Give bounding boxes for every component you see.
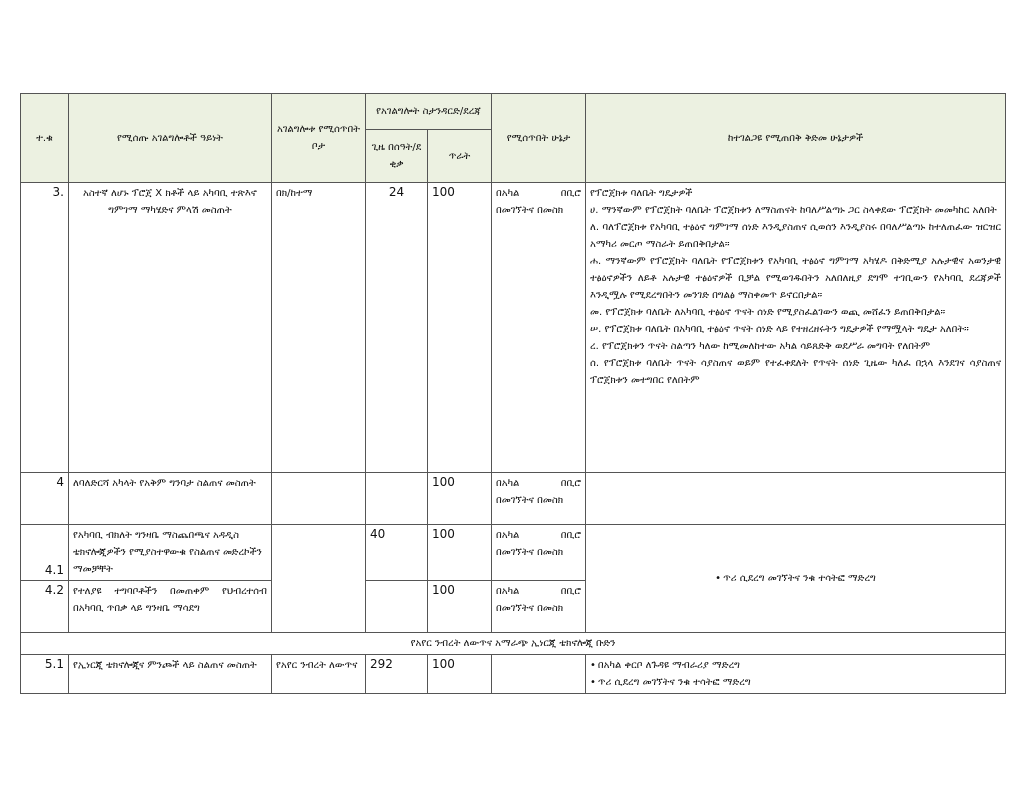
service-quality: 100: [428, 655, 492, 694]
header-no: ተ.ቁ: [21, 94, 69, 183]
service-place: የአየር ንብረት ለውጥና: [272, 655, 366, 694]
table-row: [21, 183, 1006, 473]
header-service-place: አገልግሎቱ የሚሰጥበት ቦታ: [272, 94, 366, 183]
prerequisite-item: ረ. የፕሮጀክቱን ጥናት ስልጣን ካለው ከሚመለከተው አካል ሳይጸድቅ ወደሥራ መግባት የለበትም: [590, 341, 931, 352]
service-mode: በአካል በቢሮ በመገኘትና በመስክ: [492, 525, 586, 581]
prerequisite-list: [586, 183, 1006, 473]
prerequisite-list: [586, 655, 1006, 694]
table-row: [21, 655, 1006, 694]
row-number: 3.: [21, 183, 69, 473]
service-standard-table: [20, 93, 1006, 694]
prerequisite-item: የፕሮጀክቱ ባለቤት ግዴታዎች: [590, 188, 693, 199]
service-quality: 100: [428, 581, 492, 633]
service-time: 292: [366, 655, 428, 694]
service-time: 24: [366, 183, 428, 473]
service-mode: በአካል በቢሮ በመገኘትና በመስክ: [492, 581, 586, 633]
service-name: አስተኛ ለሆኑ ፕሮጀ X ክቶች ላይ አካባቢ ተጽእኖ ግምገማ ማካሄድና ምላሽ መስጠት: [69, 183, 272, 473]
service-quality: 100: [428, 183, 492, 473]
header-prerequisites: ከተገልጋዩ የሚጠበቅ ቅድመ ሁኔታዎች: [586, 94, 1006, 183]
table-row: [21, 525, 1006, 581]
service-name: የኢነርጂ ቴክኖሎጂና ምንጮች ላይ ስልጠና መስጠት: [69, 655, 272, 694]
service-place-empty: [272, 525, 366, 633]
header-mode: የሚሰጥበት ሁኔታ: [492, 94, 586, 183]
service-mode: በአካል በቢሮ በመገኘትና በመስክ: [492, 183, 586, 473]
service-mode: በአካል በቢሮ በመገኘትና በመስክ: [492, 473, 586, 525]
prerequisite-item: • ጥሪ ሲደረግ መገኘትና ንቁ ተሳትፎ ማድረግ: [590, 674, 1001, 691]
prerequisite-item: ሠ. የፕሮጀክቱ ባለቤት በአካባቢ ተፅዕኖ ጥናት ሰነድ ላይ የተዘረዘሩትን ግዴታዎች የማሟላት ግዴታ አለበት።: [590, 324, 969, 335]
service-mode-empty: [492, 655, 586, 694]
service-place: በክ/ከተማ: [272, 183, 366, 473]
header-time: ጊዜ በሰዓት/ደ ቂቃ: [366, 130, 428, 183]
prerequisite-empty: [586, 473, 1006, 525]
prerequisite-item: • ጥሪ ሲደረግ መገኘትና ንቁ ተሳትፎ ማድረግ: [715, 573, 876, 584]
header-service-type: የሚሰጡ አገልግሎቶች ዓይነት: [69, 94, 272, 183]
service-time: 40: [366, 525, 428, 581]
service-quality: 100: [428, 525, 492, 581]
service-quality: 100: [428, 473, 492, 525]
row-number: 5.1: [21, 655, 69, 694]
row-number: 4.1: [21, 525, 69, 581]
prerequisite-merged: [586, 525, 1006, 633]
prerequisite-item: ሀ. ማንኛውም የፕሮጀክት ባለቤት ፕሮጀክቱን ለማስጠናት ከባለሥልጣኑ ጋር ስላቀደው ፕሮጀክት መመካከር አለበት: [590, 205, 997, 216]
service-name: የአካባቢ ብክለት ግንዛቤ ማስጨበጫና አዳዲስ ቴክኖሎጂዎችን የሚያስተዋውቁ የስልጠና መድረኮችን ማመቻቸት: [69, 525, 272, 581]
section-row: [21, 633, 1006, 655]
prerequisite-item: ሰ. የፕሮጀክቱ ባለቤት ጥናት ሳያስጠና ወይም የተፈቀደለት የጥናት ሰነድ ጊዜው ካለፈ በኋላ እንደገና ሳያስጠና ፕሮጀክቱን መተግበር የለበትም: [590, 358, 1002, 386]
prerequisite-item: ሐ. ማንኛውም የፕሮጀክት ባለቤት የፕሮጀክቱን የአካባቢ ተፅዕኖ ግምገማ አካሄዶ በቅድሚያ አሉታዊና አወንታዊ ተፅዕኖዎችን ለይቶ አሉታዊ ተፅዕኖዎች ቢቻል የሚወገዱበትን አለበለዚያ ደግሞ ተገቢውን የአካባቢ ደረጃዎች እንዲሟሉ የሚደረግበትን መንገድ በግልፅ ማስቀመጥ ይኖርበታል።: [590, 256, 1002, 301]
prerequisite-item: ለ. ባለፕሮጀክቱ የአካባቢ ተፅዕኖ ግምገማ ሰነድ እንዲያስጠና ሲወሰን እንዲያስሩ በባለሥልጣኑ ከተለጠፈው ዝርዝር አማካሪ መርጦ ማስራት ይጠበቅበታል።: [590, 222, 1002, 250]
header-standard: የአገልግሎት ስታንዳርድ/ደረጃ: [366, 94, 492, 130]
prerequisite-item: • በአካል ቀርቦ ለጉዳዩ ማብራሪያ ማድረግ: [590, 657, 1001, 674]
service-name: ለባለድርሻ አካላት የአቅም ግንባታ ስልጠና መስጠት: [69, 473, 272, 525]
service-place-empty: [272, 473, 366, 525]
service-time-empty: [366, 581, 428, 633]
section-title: የአየር ንብረት ለውጥና አማራጭ ኢነርጂ ቴክኖሎጂ ቡድን: [21, 633, 1006, 655]
row-number: 4: [21, 473, 69, 525]
row-number: 4.2: [21, 581, 69, 633]
service-name: የተለያዩ ተግባቦቶችን በመጠቀም የህብረተሰብ በአካባቢ ጥበቃ ላይ ግንዛቤ ማሳደግ: [69, 581, 272, 633]
prerequisite-item: መ. የፕሮጀክቱ ባለቤት ለአካባቢ ተፅዕኖ ጥናት ሰነድ የሚያስፈልገውን ወጪ መሸፈን ይጠበቅበታል።: [590, 307, 946, 318]
header-quality: ጥራት: [428, 130, 492, 183]
table-row: [21, 473, 1006, 525]
service-time-empty: [366, 473, 428, 525]
